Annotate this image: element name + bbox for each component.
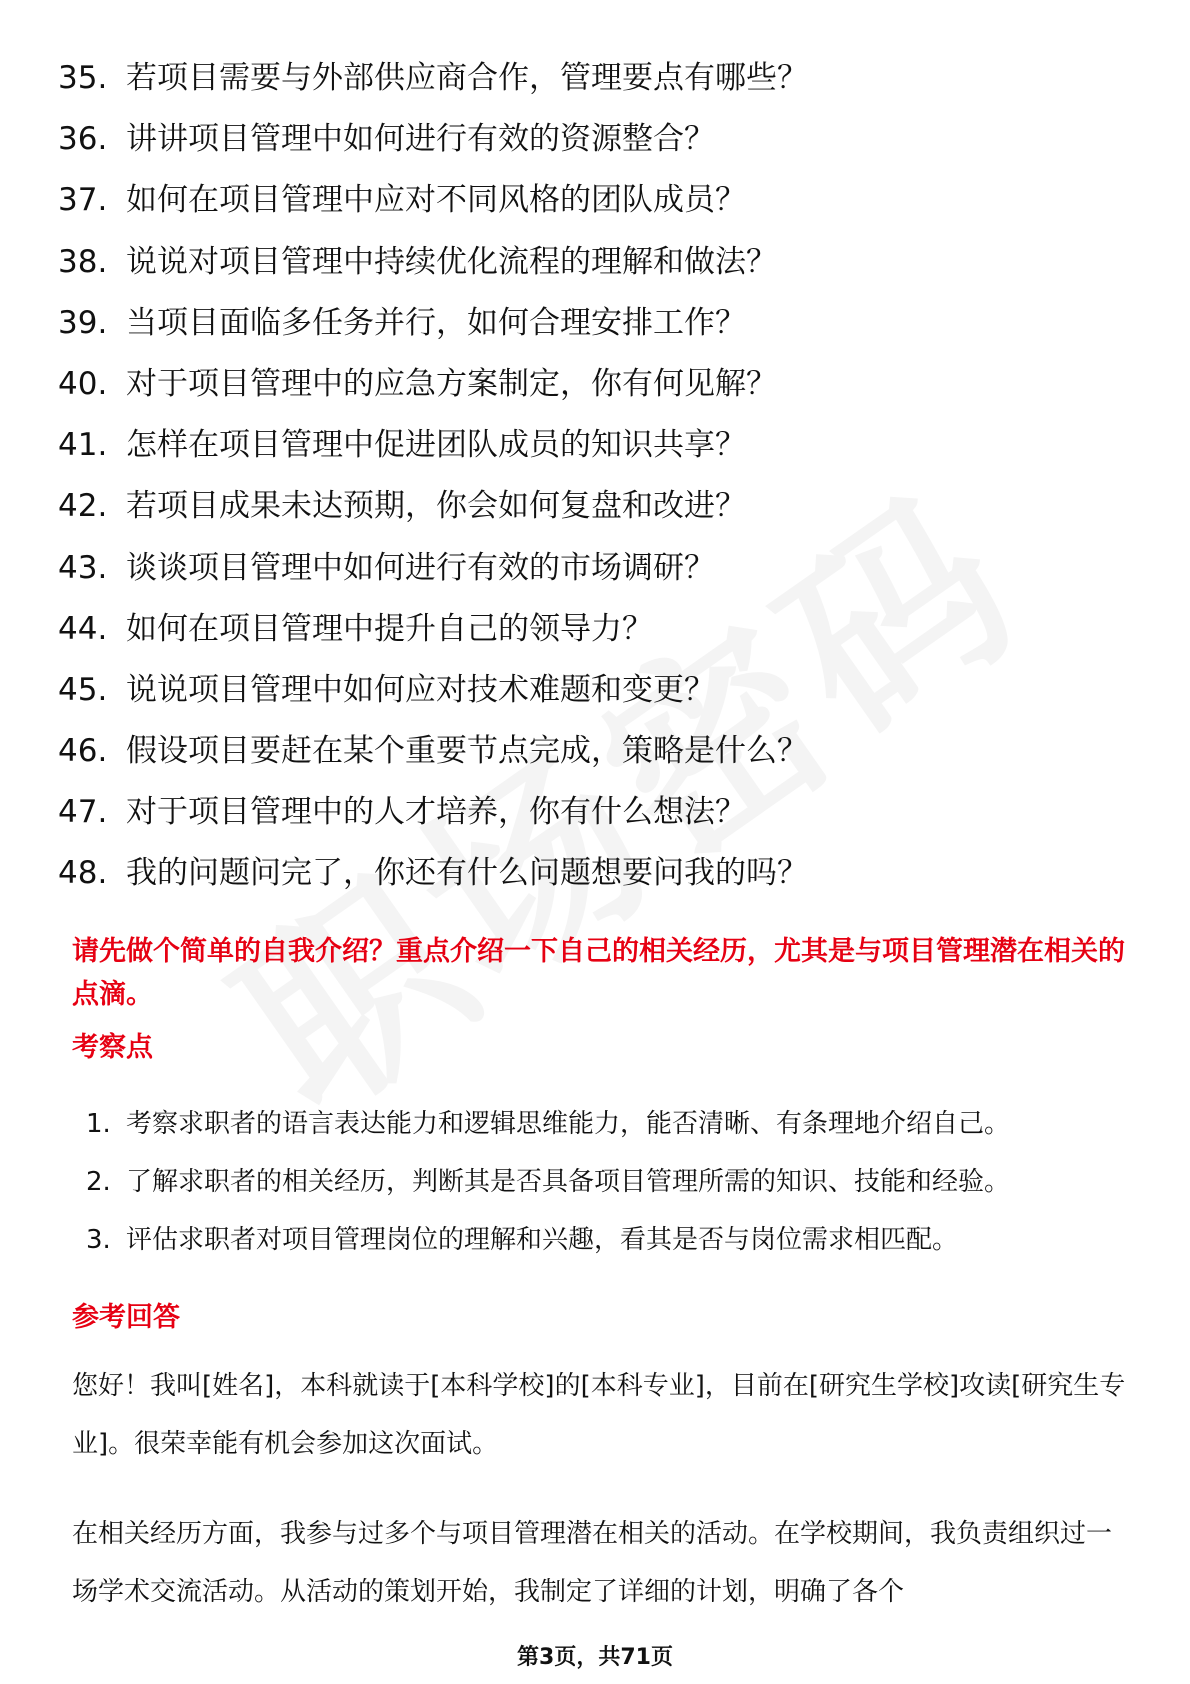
question-text: 假设项目要赶在某个重要节点完成，策略是什么？ bbox=[126, 733, 808, 770]
question-number: 41. bbox=[58, 427, 108, 464]
question-text: 怎样在项目管理中促进团队成员的知识共享？ bbox=[126, 427, 746, 464]
point-number: 1. bbox=[86, 1109, 111, 1139]
question-item bbox=[58, 843, 808, 904]
question-number: 43. bbox=[58, 549, 108, 586]
evaluation-points-heading: 考察点 bbox=[72, 1032, 153, 1063]
evaluation-point bbox=[86, 1153, 1010, 1211]
question-number: 45. bbox=[58, 671, 108, 708]
question-text: 说说对项目管理中持续优化流程的理解和做法？ bbox=[126, 243, 777, 280]
question-item bbox=[58, 538, 808, 599]
question-item bbox=[58, 476, 808, 537]
question-item bbox=[58, 354, 808, 415]
question-item bbox=[58, 48, 808, 109]
point-number: 3. bbox=[86, 1225, 111, 1255]
question-item bbox=[58, 660, 808, 721]
question-text: 如何在项目管理中应对不同风格的团队成员？ bbox=[126, 182, 746, 219]
question-number: 39. bbox=[58, 304, 108, 341]
reference-answer-heading: 参考回答 bbox=[72, 1302, 180, 1333]
question-number: 46. bbox=[58, 733, 108, 770]
question-number: 37. bbox=[58, 182, 108, 219]
question-item bbox=[58, 721, 808, 782]
question-number: 42. bbox=[58, 488, 108, 525]
question-text: 谈谈项目管理中如何进行有效的市场调研？ bbox=[126, 549, 715, 586]
intro-question-heading: 请先做个简单的自我介绍？重点介绍一下自己的相关经历，尤其是与项目管理潜在相关的点滴。 bbox=[72, 936, 1125, 1010]
point-text: 评估求职者对项目管理岗位的理解和兴趣，看其是否与岗位需求相匹配。 bbox=[126, 1225, 959, 1255]
question-list bbox=[58, 48, 808, 905]
question-number: 47. bbox=[58, 794, 108, 831]
question-item bbox=[58, 232, 808, 293]
answer-paragraph: 在相关经历方面，我参与过多个与项目管理潜在相关的活动。在学校期间，我负责组织过一场学术交流活动。从活动的策划开始，我制定了详细的计划，明确了各个 bbox=[72, 1519, 1113, 1607]
question-text: 如何在项目管理中提升自己的领导力？ bbox=[126, 610, 653, 647]
point-text: 了解求职者的相关经历，判断其是否具备项目管理所需的知识、技能和经验。 bbox=[126, 1167, 1011, 1197]
question-text: 对于项目管理中的应急方案制定，你有何见解？ bbox=[126, 365, 777, 402]
answer-paragraph: 您好！我叫[姓名]，本科就读于[本科学校]的[本科专业]，目前在[研究生学校]攻读[研究生专业]。很荣幸能有机会参加这次面试。 bbox=[72, 1371, 1126, 1459]
question-number: 44. bbox=[58, 610, 108, 647]
question-text: 当项目面临多任务并行，如何合理安排工作？ bbox=[126, 304, 746, 341]
question-item bbox=[58, 109, 808, 170]
page-footer: 第3页，共71页 bbox=[517, 1645, 673, 1670]
question-number: 35. bbox=[58, 60, 108, 96]
evaluation-point bbox=[86, 1211, 1010, 1269]
evaluation-point bbox=[86, 1095, 1010, 1153]
question-item bbox=[58, 170, 808, 231]
question-text: 对于项目管理中的人才培养，你有什么想法？ bbox=[126, 794, 746, 831]
point-text: 考察求职者的语言表达能力和逻辑思维能力，能否清晰、有条理地介绍自己。 bbox=[126, 1109, 1011, 1139]
question-item bbox=[58, 293, 808, 354]
question-item bbox=[58, 415, 808, 476]
question-number: 48. bbox=[58, 855, 108, 892]
question-text: 讲讲项目管理中如何进行有效的资源整合？ bbox=[126, 121, 715, 158]
evaluation-points-list bbox=[86, 1095, 1010, 1269]
question-text: 若项目需要与外部供应商合作，管理要点有哪些？ bbox=[126, 60, 808, 96]
question-number: 40. bbox=[58, 365, 108, 402]
question-number: 38. bbox=[58, 243, 108, 280]
point-number: 2. bbox=[86, 1167, 111, 1197]
question-text: 说说项目管理中如何应对技术难题和变更？ bbox=[126, 671, 715, 708]
question-item bbox=[58, 599, 808, 660]
question-text: 若项目成果未达预期，你会如何复盘和改进？ bbox=[126, 488, 746, 525]
question-item bbox=[58, 782, 808, 843]
question-number: 36. bbox=[58, 121, 108, 158]
question-text: 我的问题问完了，你还有什么问题想要问我的吗？ bbox=[126, 855, 808, 892]
